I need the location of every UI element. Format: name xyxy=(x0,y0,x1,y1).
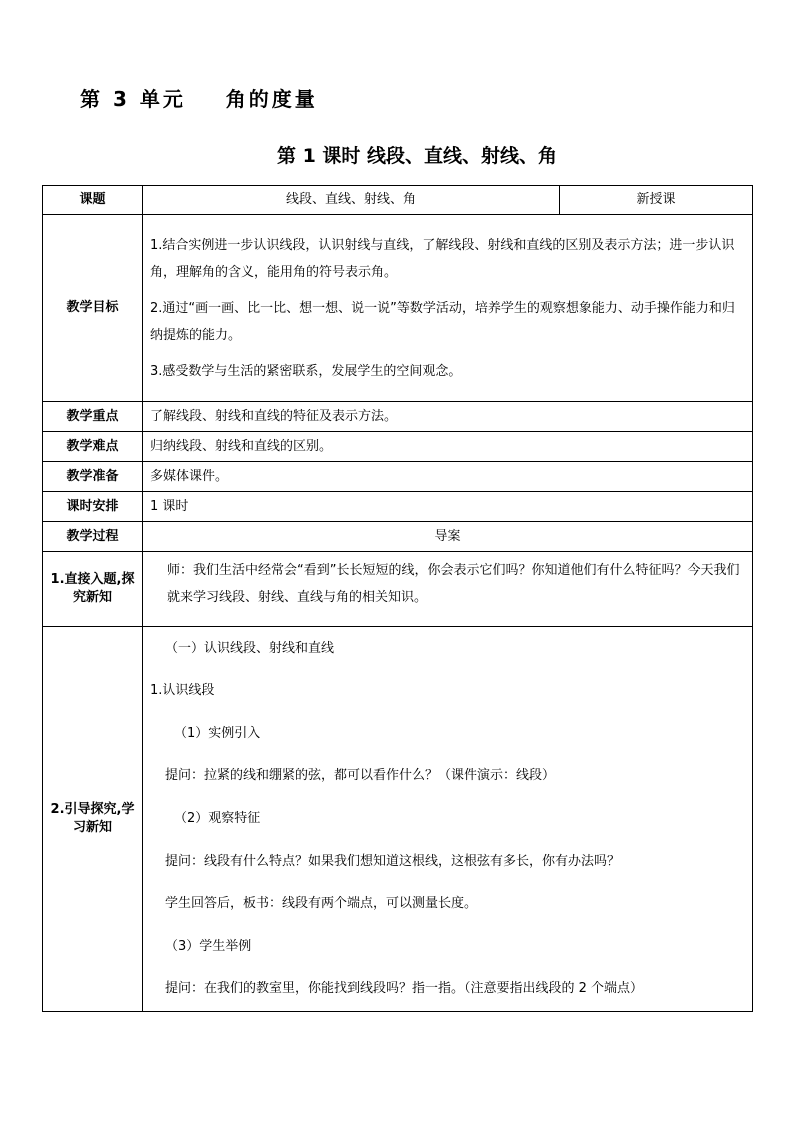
table-row-goals xyxy=(43,215,753,402)
process-label: 教学过程 xyxy=(43,522,143,552)
step2-line: 学生回答后，板书：线段有两个端点，可以测量长度。 xyxy=(165,896,478,912)
step2-line: 提问：拉紧的线和绷紧的弦，都可以看作什么？（课件演示：线段） xyxy=(165,768,556,784)
preparation-value: 多媒体课件。 xyxy=(143,462,753,492)
difficulties-label: 教学难点 xyxy=(43,432,143,462)
schedule-label: 课时安排 xyxy=(43,492,143,522)
step2-content xyxy=(143,627,753,1012)
preparation-label: 教学准备 xyxy=(43,462,143,492)
process-header: 导案 xyxy=(143,522,753,552)
goals-content xyxy=(143,215,753,402)
table-row-process xyxy=(43,522,753,552)
step2-label: 2.引导探究,学习新知 xyxy=(43,627,143,1012)
step1-label: 1.直接入题,探究新知 xyxy=(43,552,143,627)
table-row-difficulties xyxy=(43,432,753,462)
step2-line: （1）实例引入 xyxy=(174,725,261,741)
step2-line: 提问：线段有什么特点？如果我们想知道这根线，这根弦有多长，你有办法吗？ xyxy=(165,853,621,869)
table-row-key-points xyxy=(43,402,753,432)
step2-line: （3）学生举例 xyxy=(165,938,252,954)
lesson-type: 新授课 xyxy=(560,186,753,215)
topic-label: 课题 xyxy=(43,186,143,215)
goal-item: 3.感受数学与生活的紧密联系，发展学生的空间观念。 xyxy=(150,363,462,379)
lesson-plan-table xyxy=(42,185,753,1012)
lesson-title: 第 1 课时 线段、直线、射线、角 xyxy=(276,145,558,167)
table-row-step2 xyxy=(43,627,753,1012)
table-row-step1 xyxy=(43,552,753,627)
key-points-label: 教学重点 xyxy=(43,402,143,432)
unit-title: 第 3 单元 角的度量 xyxy=(80,87,318,111)
goal-item: 2.通过“画一画、比一比、想一想、说一说”等数学活动，培养学生的观察想象能力、动手操作能力和归纳提炼的能力。 xyxy=(150,300,735,343)
goals-label: 教学目标 xyxy=(43,215,143,402)
step2-line: （2）观察特征 xyxy=(174,811,261,826)
step2-line: （一）认识线段、射线和直线 xyxy=(165,640,335,656)
difficulties-value: 归纳线段、射线和直线的区别。 xyxy=(143,432,753,462)
step2-line: 1.认识线段 xyxy=(150,683,215,699)
step1-content xyxy=(143,552,753,627)
table-row-topic xyxy=(43,186,753,215)
schedule-value: 1 课时 xyxy=(143,492,753,522)
step1-text: 师：我们生活中经常会“看到”长长短短的线，你会表示它们吗？你知道他们有什么特征吗？今天我们就来学习线段、射线、直线与角的相关知识。 xyxy=(167,563,740,605)
topic-value: 线段、直线、射线、角 xyxy=(143,186,560,215)
goal-item: 1.结合实例进一步认识线段，认识射线与直线，了解线段、射线和直线的区别及表示方法；进一步认识角，理解角的含义，能用角的符号表示角。 xyxy=(150,237,735,280)
table-row-schedule xyxy=(43,492,753,522)
table-row-preparation xyxy=(43,462,753,492)
key-points-value: 了解线段、射线和直线的特征及表示方法。 xyxy=(143,402,753,432)
step2-line: 提问：在我们的教室里，你能找到线段吗？指一指。（注意要指出线段的 2 个端点） xyxy=(165,981,644,997)
